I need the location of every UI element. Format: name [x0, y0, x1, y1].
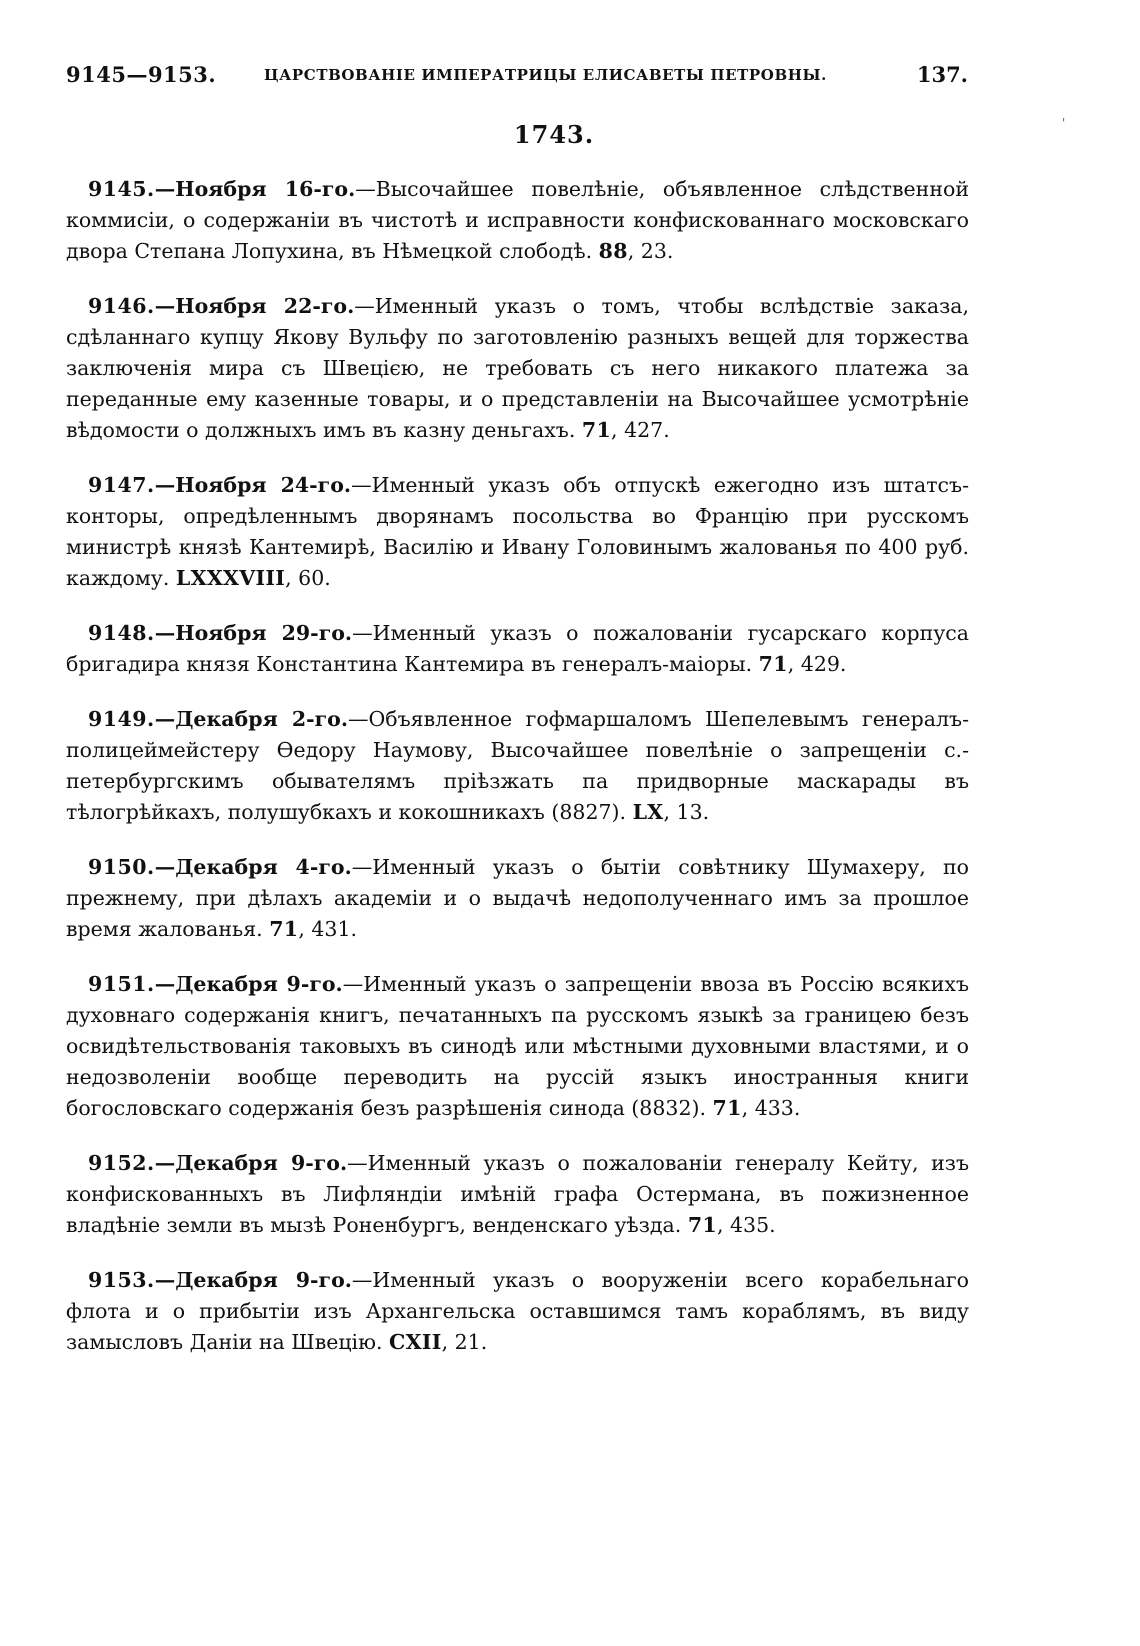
entry-volume-ref: 88	[598, 239, 628, 263]
entry-9153	[66, 1265, 969, 1358]
entry-text: —Именный указъ о бытіи совѣтнику Шумахеру, по прежнему, при дѣлахъ академіи и о выдачѣ недополученнаго имъ за прошлое время жалованья.	[66, 855, 970, 941]
year-heading: 1743.	[513, 120, 595, 149]
entry-text: —Именный указъ о вооруженіи всего корабельнаго флота и о прибытіи изъ Архангельска оставшимся тамъ кораблямъ, въ виду замысловъ Даніи на Швецію.	[66, 1268, 969, 1354]
entry-number: 9148.	[88, 621, 155, 645]
entry-9146	[66, 291, 969, 446]
entry-volume-ref: LXXXVIII	[175, 566, 286, 590]
entry-volume-ref: CXII	[389, 1330, 442, 1354]
entry-page-ref: , 427.	[611, 418, 670, 442]
entry-number: 9149.	[88, 707, 155, 731]
entries-list	[66, 174, 969, 1382]
entry-page-ref: , 429.	[787, 652, 847, 676]
entry-date: —Декабря 9-го.	[154, 972, 343, 996]
stray-mark: '	[1062, 116, 1066, 130]
entry-text: —Именный указъ о пожалованіи генералу Кейту, изъ конфискованныхъ въ Лифляндіи имѣній графа Остермана, въ пожизненное владѣніе земли въ мызѣ Роненбургъ, венденскаго уѣзда.	[66, 1151, 970, 1237]
entry-page-ref: , 433.	[741, 1096, 801, 1120]
entry-page-ref: , 21.	[441, 1330, 488, 1354]
entry-date: —Ноября 16-го.	[154, 177, 356, 201]
entry-date: —Ноября 24-го.	[154, 473, 352, 497]
entry-volume-ref: 71	[687, 1213, 717, 1237]
entry-date: —Ноября 29-го.	[154, 621, 353, 645]
entry-number: 9145.	[88, 177, 155, 201]
entry-9150	[66, 852, 969, 945]
entry-9148	[66, 618, 969, 680]
entry-date: —Декабря 9-го.	[154, 1151, 348, 1175]
entry-number: 9151.	[88, 972, 155, 996]
entry-number: 9147.	[88, 473, 155, 497]
entry-volume-ref: 71	[712, 1096, 742, 1120]
entry-volume-ref: 71	[269, 917, 299, 941]
entry-number: 9153.	[88, 1268, 155, 1292]
entry-date: —Декабря 4-го.	[154, 855, 352, 879]
entry-number: 9150.	[88, 855, 155, 879]
entry-9149	[66, 704, 969, 828]
entry-text: —Именный указъ о томъ, чтобы вслѣдствіе заказа, сдѣланнаго купцу Якову Вульфу по заготовленію разныхъ вещей для торжества заключенія мира съ Швецією, не требовать съ него никакого платежа за переданные ему казенные товары, и о представленіи на Высочайшее усмотрѣніе вѣдомости о должныхъ имъ въ казну деньгахъ.	[66, 294, 969, 442]
entry-page-ref: , 435.	[716, 1213, 776, 1237]
entry-text: —Объявленное гофмаршаломъ Шепелевымъ генералъ-полицеймейстеру Ѳедору Наумову, Высочайшее повелѣніе о запрещеніи с.-петербургскимъ обывателямъ пріѣзжать па придворные маскарады въ тѣлогрѣйкахъ, полушубкахъ и кокошникахъ (8827).	[66, 707, 969, 824]
entry-9147	[66, 470, 969, 594]
entry-text: —Именный указъ о пожалованіи гусарскаго корпуса бригадира князя Константина Кантемира въ генералъ-маіоры.	[66, 621, 969, 676]
entry-number: 9146.	[88, 294, 155, 318]
entry-number: 9152.	[88, 1151, 155, 1175]
page-number: 137.	[916, 62, 968, 87]
entry-volume-ref: 71	[581, 418, 612, 442]
entry-page-ref: , 13.	[663, 800, 710, 824]
entry-page-ref: , 23.	[627, 239, 674, 263]
entry-9145	[66, 174, 969, 267]
entry-9151	[66, 969, 969, 1124]
entry-date: —Ноября 22-го.	[154, 294, 355, 318]
entry-volume-ref: 71	[758, 652, 788, 676]
entry-range: 9145—9153.	[66, 62, 217, 87]
entry-page-ref: , 60.	[285, 566, 331, 590]
entry-9152	[66, 1148, 969, 1241]
entry-page-ref: , 431.	[298, 917, 358, 941]
running-title: ЦАРСТВОВАНІЕ ИМПЕРАТРИЦЫ ЕЛИСАВЕТЫ ПЕТРОВНЫ.	[264, 66, 827, 84]
running-header	[66, 62, 966, 96]
entry-text: —Именный указъ объ отпускѣ ежегодно изъ штатсъ-конторы, опредѣленнымъ дворянамъ посольства во Францію при русскомъ министрѣ князѣ Кантемирѣ, Василію и Ивану Головинымъ жалованья по 400 руб. каждому.	[66, 473, 969, 590]
entry-volume-ref: LX	[632, 800, 664, 824]
entry-date: —Декабря 9-го.	[154, 1268, 352, 1292]
entry-text: —Именный указъ о запрещеніи ввоза въ Россію всякихъ духовнаго содержанія книгъ, печатанныхъ па русскомъ языкѣ за границею безъ освидѣтельствованія таковыхъ въ синодѣ или мѣстными духовными властями, и о недозволеніи вообще переводить на руссій языкъ иностранныя книги богословскаго содержанія безъ разрѣшенія синода (8832).	[66, 972, 969, 1120]
entry-date: —Декабря 2-го.	[154, 707, 348, 731]
entry-text: —Высочайшее повелѣніе, объявленное слѣдственной коммисіи, о содержаніи въ чистотѣ и исправности конфискованнаго московскаго двора Степана Лопухина, въ Нѣмецкой слободѣ.	[66, 177, 969, 263]
